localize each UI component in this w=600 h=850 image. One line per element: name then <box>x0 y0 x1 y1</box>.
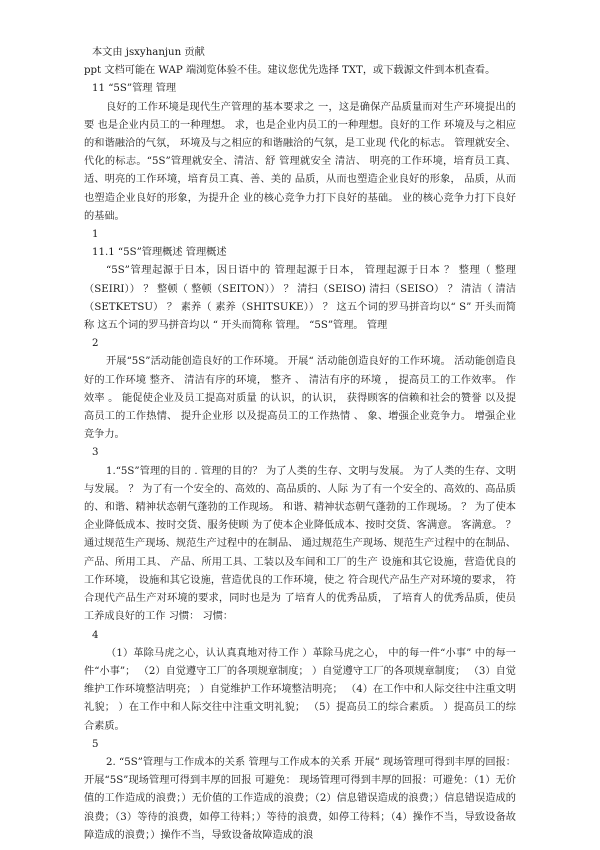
intro-paragraph: 良好的工作环境是现代生产管理的基本要求之 一，这是确保产品质量而对生产环境提出的要 也是企业内员工的一种理想。 求，也是企业内员工的一种理想。良好的工作 环境及与之相应的和谐融洽的气氛， 环境及与之相应的和谐融洽的气氛，是工业现 代化的标志。 管理就安全、 代化的标志。“5S”管理就安全、清洁、舒 管理就安全 清洁、 明亮的工作环境，培育员工真、 适、明亮的工作环境，培育员工真、善、美的 品质，从而也塑造企业良好的形象， 品质，从而也塑造企业良好的形象，为提升企 业的核心竞争力打下良好的基础。 业的核心竞争力打下良好的基础。 <box>84 101 516 222</box>
habits-paragraph: （1）革除马虎之心，认认真真地对待工作 ）革除马虎之心， 中的每一件“小事” 中的每一件“小事”； （2）自觉遵守工厂的各项规章制度； ）自觉遵守工厂的各项规章制度； （3）自觉维护工作环境整洁明亮； ）自觉维护工作环境整洁明亮； （4）在工作中和人际交往中注重文明礼貌； ）在工作中和人际交往中注重文明礼貌； （5）提高员工的综合素质。 ）提高员工的综合素质。 <box>84 647 516 732</box>
slide-number: 2 <box>92 338 99 350</box>
slide-number: 3 <box>92 447 99 459</box>
format-notice: ppt 文档可能在 WAP 端浏览体验不佳。建议您优先选择 TXT，或下载源文件到本机查看。 <box>84 65 496 77</box>
section-title: 11 “5S”管理 管理 <box>92 83 177 95</box>
benefits-paragraph: 开展“5S”活动能创造良好的工作环境。 开展“ 活动能创造良好的工作环境。 活动能创造良好的工作环境 整齐、 清洁有序的环境， 整齐 、 清洁有序的环境 ， 提高员工的工作效率。 作效率 。 能促使企业及员工提高对质量 的认识，的认识， 获得顾客的信赖和社会的赞誉 以及提高员工的工作热情、 提升企业形 以及提高员工的工作热情 、 象、增强企业竞争力。 增强企业竞争力。 <box>84 356 516 441</box>
purpose-paragraph: 1.“5S”管理的目的 . 管理的目的？ 为了人类的生存、文明与发展。 为了人类的生存、文明与发展。 ？ 为了有一个安全的、高效的、高品质的、人际 为了有一个安全的、高效的、高品质的、和谐、精神状态朝气蓬勃的工作现场。 和谐、精神状态朝气蓬勃的工作现场。 ？ 为了使本企业降低成本、按时交货、服务使顾 为了使本企业降低成本、按时交货、客满意。 客满意。 ？ 通过规范生产现场、规范生产过程中的在制品、 通过规范生产现场、规范生产过程中的在制品、 产品、所用工具、 产品、所用工具、工装以及车间和工厂的生产 设施和其它设施，营造优良的工作环境， 设施和其它设施，营造优良的工作环境，使之 符合现代产品生产对环境的要求， 符合现代产品生产对环境的要求，同时也是为 了培育人的优秀品质， 了培育人的优秀品质，使员工养成良好的工作 习惯： 习惯： <box>84 465 516 623</box>
slide-number: 5 <box>92 738 99 750</box>
cost-paragraph: 2. “5S”管理与工作成本的关系 管理与工作成本的关系 开展“ 现场管理可得到丰厚的回报：开展“5S”现场管理可得到丰厚的回报 可避免： 现场管理可得到丰厚的回报：可避免：（1）无价值的工作造成的浪费；）无价值的工作造成的浪费；（2）信息错误造成的浪费；）信息错误造成的浪费；（3）等待的浪费，如停工待料；）等待的浪费，如停工待料；（4）操作不当，导致设备故障造成的浪费；）操作不当，导致设备故障造成的浪 <box>84 756 516 841</box>
overview-paragraph: “5S”管理起源于日本，因日语中的 管理起源于日本， 管理起源于日本 ？ 整理（ 整理（SEIRI）） ？ 整顿（ 整顿（SEITON）） ？ 清扫（SEISO) 清扫（SEISO） ？ 清洁（ 清洁（SETKETSU） ？ 素养（ 素养（SHITSUKE）） ？ 这五个词的罗马拼音均以“ S” 开头而简称 这五个词的罗马拼音均以 “ 开头而简称 管理。 “5S”管理。 管理 <box>84 265 516 332</box>
contributor-line: 本文由 jsxyhanjun 贡献 <box>92 47 205 58</box>
subsection-title: 11.1 “5S”管理概述 管理概述 <box>92 247 227 259</box>
slide-number: 4 <box>92 629 99 641</box>
slide-number: 1 <box>92 229 99 241</box>
